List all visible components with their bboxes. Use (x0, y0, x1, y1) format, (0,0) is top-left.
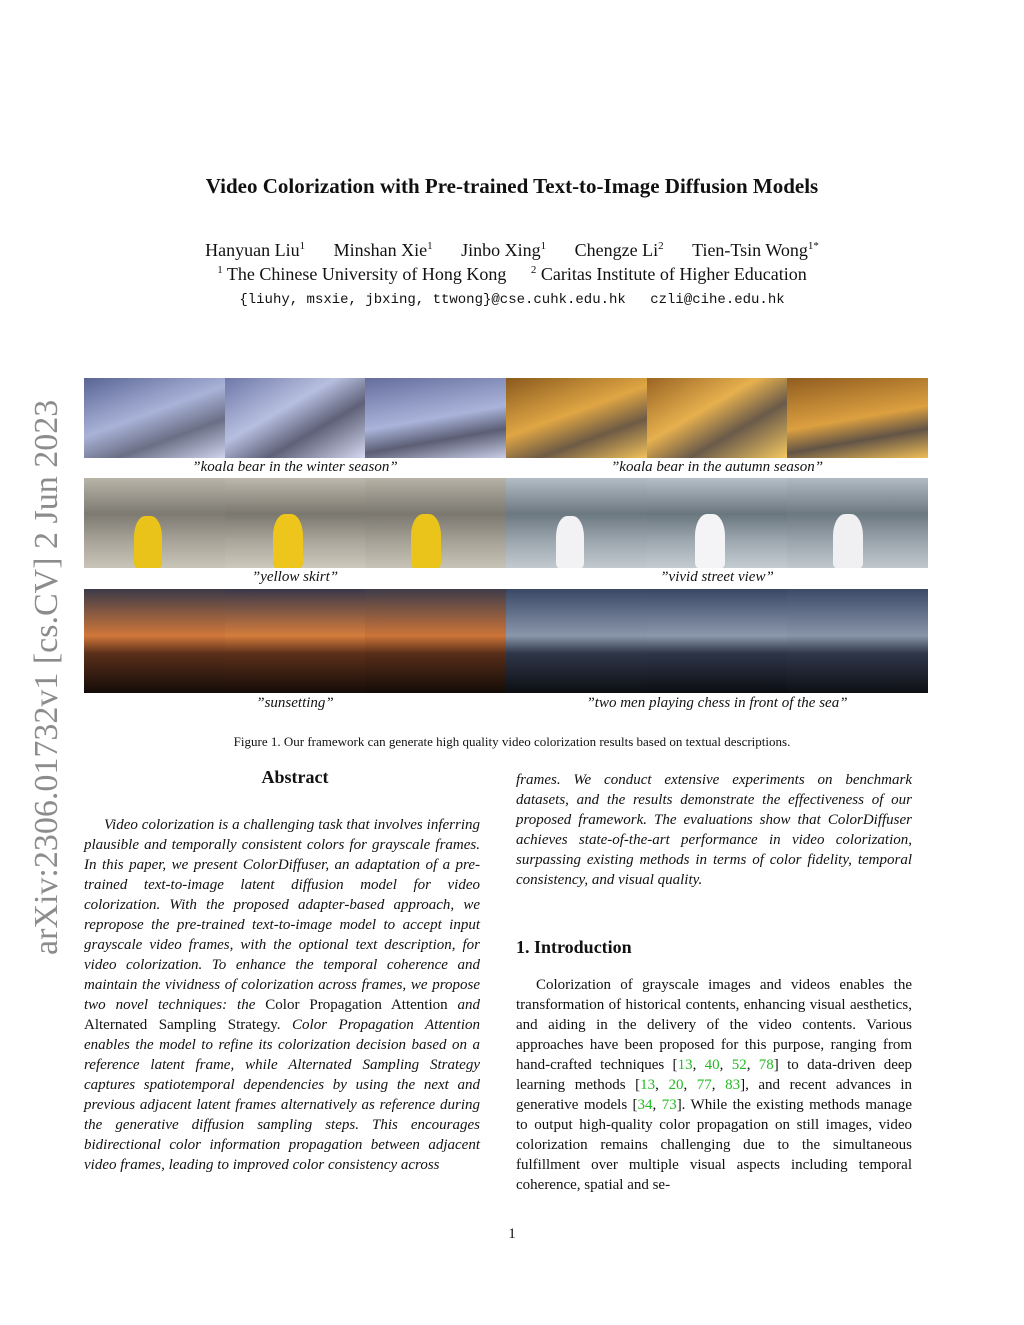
citation-link[interactable]: 83 (725, 1077, 741, 1093)
video-frame (647, 589, 788, 693)
citation-link[interactable]: 20 (668, 1077, 684, 1093)
abstract-heading: Abstract (261, 767, 329, 787)
citation-link[interactable]: 78 (758, 1057, 774, 1073)
video-frame (506, 589, 647, 693)
street-yellow-frames (84, 478, 506, 568)
introduction-heading: 1. Introduction (516, 937, 632, 957)
figure-row-chess (84, 589, 928, 693)
video-frame (84, 478, 225, 568)
figure-caption-vivid-street: ”vivid street view” (660, 569, 774, 585)
video-frame (365, 589, 506, 693)
technique-name: Color Propagation Attention (265, 997, 448, 1013)
video-frame (84, 378, 225, 458)
video-frame (647, 478, 788, 568)
author-list (0, 240, 1024, 261)
figure-caption-yellow-skirt: ”yellow skirt” (251, 569, 339, 585)
figure-caption-sunsetting: ”sunsetting” (256, 695, 334, 711)
email: {liuhy, msxie, jbxing, ttwong}@cse.cuhk.edu.hk (239, 292, 626, 308)
email: czli@cihe.edu.hk (650, 292, 785, 308)
arxiv-side-banner: arXiv:2306.01732v1 [cs.CV] 2 Jun 2023 (28, 399, 65, 955)
video-frame (787, 589, 928, 693)
figure-caption-winter: ”koala bear in the winter season” (192, 459, 398, 475)
intro-text: ]. While the existing methods manage to output high-quality color propagation on still images, video colorization remains challenging due to the simultaneous fulfillment over multiple visual aspects including temporal coherence, spatial and se- (516, 1097, 912, 1193)
video-frame (506, 478, 647, 568)
author: Minshan Xie$^1$ (333, 240, 433, 260)
chess-sea-frames (506, 589, 928, 693)
abstract-text: the (237, 997, 256, 1013)
chess-sunset-frames (84, 589, 506, 693)
citation-link[interactable]: 13 (677, 1057, 693, 1073)
citation-link[interactable]: 73 (661, 1097, 677, 1113)
koala-winter-frames (84, 378, 506, 458)
video-frame (365, 378, 506, 458)
video-frame (225, 478, 366, 568)
abstract-body (84, 815, 480, 1175)
author: Hanyuan Liu$^1$ (205, 240, 306, 260)
figure-caption: Figure 1. Our framework can generate high quality video colorization results based on textual descriptions. (233, 734, 791, 749)
author: Tien-Tsin Wong$^{1*}$ (692, 240, 819, 260)
citation-link[interactable]: 40 (704, 1057, 720, 1073)
abstract-continued (516, 770, 912, 890)
street-vivid-frames (506, 478, 928, 568)
abstract-text: Video colorization is a challenging task that involves inferring plausible and temporally consistent colors for grayscale frames. In this paper, we present ColorDiffuser, an adaptation of a pre-trained text-to-image latent diffusion model for video colorization. With the proposed adapter-based approach, we repropose the pre-trained text-to-image model to accept input grayscale video frames, with the optional text description, for video colorization. To enhance the temporal coherence and maintain the vividness of colorization across frames, we propose two novel techniques: (84, 817, 480, 1013)
citation-link[interactable]: 13 (640, 1077, 656, 1093)
abstract-text: frames. We conduct extensive experiments on benchmark datasets, and the results demonstrate the effectiveness of our proposed framework. The evaluations show that ColorDiffuser achieves state-of-the-art performance in video colorization, surpassing existing methods in terms of color fidelity, temporal consistency, and visual quality. (516, 772, 912, 888)
introduction-body: Colorization of grayscale images and videos enables the transformation of historical contents, enhancing visual aesthetics, and aiding in the delivery of the video contents. Various approaches have been proposed for this purpose, ranging from hand-crafted techniques [13, 40, 52, 78] to data-driven deep learning methods [13, 20, 77, 83], and recent advances in generative models [34, 73]. While the existing methods manage to output high-quality color propagation on still images, video colorization remains challenging due to the simultaneous fulfillment over multiple visual aspects including temporal coherence, spatial and se- (516, 977, 913, 1193)
affiliation-list (0, 264, 1024, 285)
video-frame (225, 378, 366, 458)
citation-link[interactable]: 77 (696, 1077, 712, 1093)
video-frame (787, 378, 928, 458)
figure-row-koala (84, 378, 928, 458)
abstract-text: and (457, 997, 481, 1013)
technique-name: Alternated Sampling Strategy. (84, 1017, 281, 1033)
citation-link[interactable]: 52 (731, 1057, 747, 1073)
affiliation: $^2$ Caritas Institute of Higher Education (530, 264, 807, 284)
affiliation: $^1$ The Chinese University of Hong Kong (217, 264, 507, 284)
citation-link[interactable]: 34 (637, 1097, 653, 1113)
video-frame (787, 478, 928, 568)
video-frame (84, 589, 225, 693)
page-number: 1 (508, 1226, 516, 1242)
video-frame (506, 378, 647, 458)
intro-text: ], and recent advances in generative models [ (516, 1077, 913, 1113)
video-frame (365, 478, 506, 568)
figure-row-street (84, 478, 928, 568)
koala-autumn-frames (506, 378, 928, 458)
video-frame (225, 589, 366, 693)
intro-text: Colorization of grayscale images and videos enables the transformation of historical contents, enhancing visual aesthetics, and aiding in the delivery of the video contents. Various approaches have been proposed for this purpose, ranging from hand-crafted techniques [ (516, 977, 912, 1073)
email-list (0, 292, 1024, 308)
video-frame (647, 378, 788, 458)
figure-caption-chess: ”two men playing chess in front of the sea” (586, 695, 848, 711)
figure-caption-autumn: ”koala bear in the autumn season” (610, 459, 824, 475)
intro-text: ] to data-driven deep learning methods [ (516, 1057, 913, 1093)
author: Chengze Li$^2$ (574, 240, 664, 260)
paper-title: Video Colorization with Pre-trained Text-to-Image Diffusion Models (205, 174, 819, 198)
author: Jinbo Xing$^1$ (461, 240, 547, 260)
abstract-text: Color Propagation Attention enables the model to refine its colorization decision based on a reference latent frame, while Alternated Sampling Strategy captures spatiotemporal dependencies by using the next and previous adjacent latent frames alternatively as reference during the generative diffusion sampling steps. This encourages bidirectional color information propagation between adjacent video frames, leading to improved color consistency across (84, 1017, 481, 1173)
